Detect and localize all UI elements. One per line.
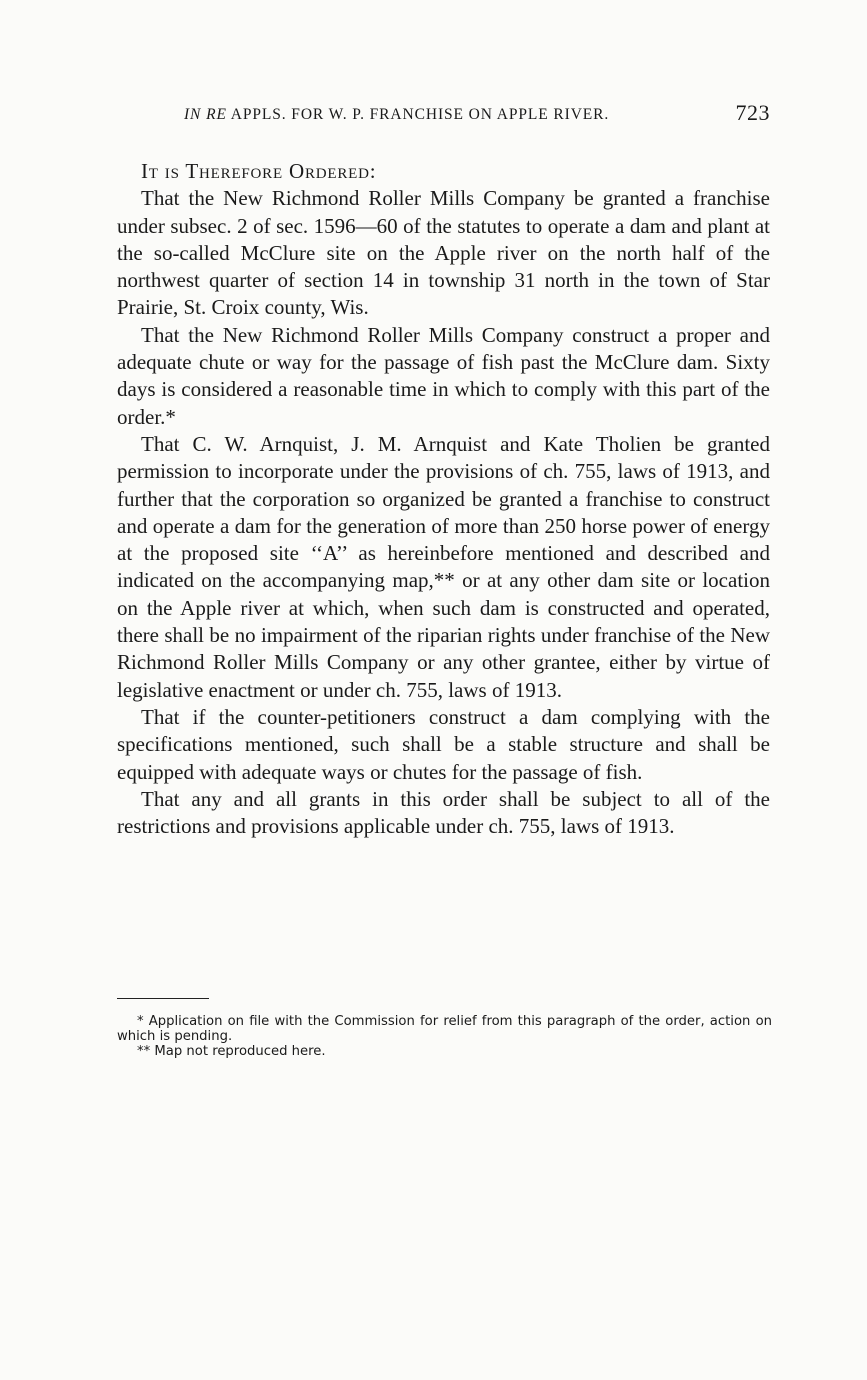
running-title bbox=[184, 106, 609, 124]
page-number: 723 bbox=[735, 100, 770, 125]
order-paragraph-3: That C. W. Arnquist, J. M. Arnquist and Kate Tholien be granted permission to incorporate under the provisions of ch. 755, laws of 1913, and further that the corporation so organized be granted a franchise to construct and operate a dam for the generation of more than 250 horse power of energy at the proposed site ‘‘A’’ as hereinbefore mentioned and described and indicated on the accompanying map,** or at any other dam site or location on the Apple river at which, when such dam is constructed and operated, there shall be no impairment of the riparian rights under franchise of the New Richmond Roller Mills Company or any other grantee, either by virtue of legislative enactment or under ch. 755, laws of 1913. bbox=[117, 431, 770, 702]
order-paragraph-5: That any and all grants in this order shall be subject to all of the restrictions and provisions applicable under ch. 755, laws of 1913. bbox=[117, 786, 770, 839]
order-heading: It is Therefore Ordered: bbox=[141, 159, 377, 183]
footnotes bbox=[117, 1014, 772, 1059]
order-paragraph-2: That the New Richmond Roller Mills Company construct a proper and adequate chute or way for the passage of fish past the McClure dam. Sixty days is considered a reasonable time in which to comply with this part of the order.* bbox=[117, 322, 770, 429]
running-title-italic: IN RE bbox=[184, 106, 227, 123]
order-paragraph-4: That if the counter-petitioners construct a dam complying with the specifications mentioned, such shall be a stable structure and shall be equipped with adequate ways or chutes for the passage of fish. bbox=[117, 704, 770, 784]
order-paragraph-1: That the New Richmond Roller Mills Company be granted a franchise under subsec. 2 of sec. 1596—60 of the statutes to operate a dam and plant at the so-called McClure site on the Apple river on the north half of the northwest quarter of section 14 in township 31 north in the town of Star Prairie, St. Croix county, Wis. bbox=[117, 186, 770, 320]
footnote-2: ** Map not reproduced here. bbox=[137, 1044, 326, 1059]
footnote-1: * Application on file with the Commission for relief from this paragraph of the order, action on which is pending. bbox=[117, 1014, 772, 1044]
running-header bbox=[118, 100, 770, 134]
footnote-divider bbox=[117, 998, 209, 999]
order-body bbox=[117, 158, 770, 840]
running-title-text: APPLS. FOR W. P. FRANCHISE ON APPLE RIVER. bbox=[226, 106, 610, 123]
